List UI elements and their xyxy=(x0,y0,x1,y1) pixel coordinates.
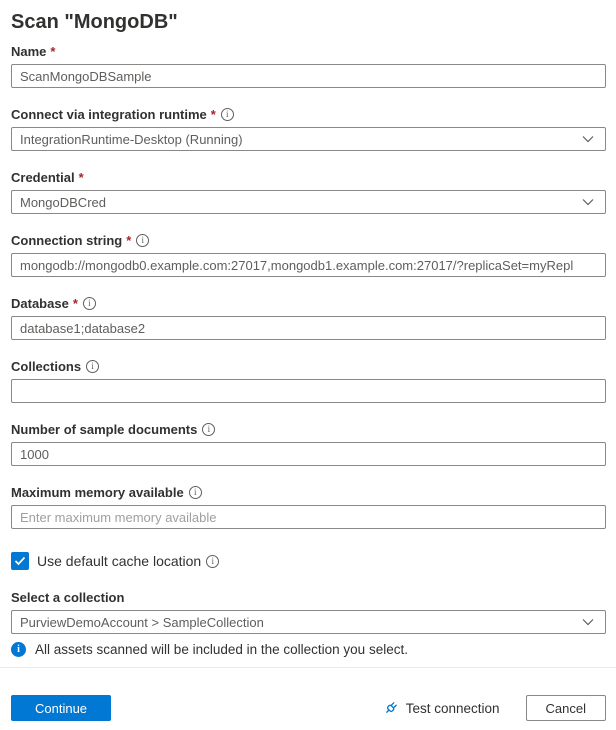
required-asterisk: * xyxy=(50,44,56,59)
select-collection-label: Select a collection xyxy=(11,590,125,605)
cache-location-row xyxy=(11,552,606,570)
cancel-button[interactable]: Cancel xyxy=(526,695,606,721)
info-icon: i xyxy=(83,297,96,310)
checkmark-icon xyxy=(14,556,26,566)
continue-button[interactable]: Continue xyxy=(11,695,111,721)
max-memory-input[interactable] xyxy=(11,505,606,529)
collection-info-note: i All assets scanned will be included in the collection you select. xyxy=(11,642,606,657)
collections-input[interactable] xyxy=(11,379,606,403)
info-icon: i xyxy=(206,555,219,568)
info-icon: i xyxy=(202,423,215,436)
required-asterisk: * xyxy=(72,296,78,311)
use-default-cache-checkbox[interactable] xyxy=(11,552,29,570)
required-asterisk: * xyxy=(126,233,132,248)
info-icon: i xyxy=(86,360,99,373)
collections-label: Collections i xyxy=(11,359,606,374)
info-icon: i xyxy=(221,108,234,121)
field-connection-string xyxy=(11,233,606,277)
info-filled-icon: i xyxy=(11,642,26,657)
field-database xyxy=(11,296,606,340)
field-credential xyxy=(11,170,606,214)
required-asterisk: * xyxy=(210,107,216,122)
credential-dropdown[interactable]: MongoDBCred xyxy=(11,190,606,214)
field-name xyxy=(11,44,606,88)
max-memory-label: Maximum memory available i xyxy=(11,485,606,500)
connection-string-label: Connection string * i xyxy=(11,233,606,248)
credential-label: Credential * xyxy=(11,170,84,185)
page-title: Scan "MongoDB" xyxy=(11,11,178,33)
field-max-memory xyxy=(11,485,606,529)
use-default-cache-label: Use default cache location i xyxy=(37,553,219,569)
field-integration-runtime xyxy=(11,107,606,151)
field-collections xyxy=(11,359,606,403)
name-label: Name * xyxy=(11,44,56,59)
database-input[interactable] xyxy=(11,316,606,340)
name-input[interactable] xyxy=(11,64,606,88)
info-icon: i xyxy=(189,486,202,499)
required-asterisk: * xyxy=(78,170,84,185)
select-collection-dropdown[interactable]: PurviewDemoAccount > SampleCollection xyxy=(11,610,606,634)
integration-runtime-dropdown[interactable]: IntegrationRuntime-Desktop (Running) xyxy=(11,127,606,151)
integration-runtime-label: Connect via integration runtime * i xyxy=(11,107,606,122)
chevron-down-icon xyxy=(582,618,594,626)
footer xyxy=(0,667,616,730)
chevron-down-icon xyxy=(582,198,594,206)
field-select-collection xyxy=(11,590,606,634)
field-sample-documents xyxy=(11,422,606,466)
sample-documents-input[interactable] xyxy=(11,442,606,466)
sample-documents-label: Number of sample documents i xyxy=(11,422,606,437)
connection-string-input[interactable] xyxy=(11,253,606,277)
plug-icon xyxy=(383,700,399,716)
database-label: Database * i xyxy=(11,296,606,311)
info-icon: i xyxy=(136,234,149,247)
test-connection-button[interactable]: Test connection xyxy=(383,700,500,716)
chevron-down-icon xyxy=(582,135,594,143)
